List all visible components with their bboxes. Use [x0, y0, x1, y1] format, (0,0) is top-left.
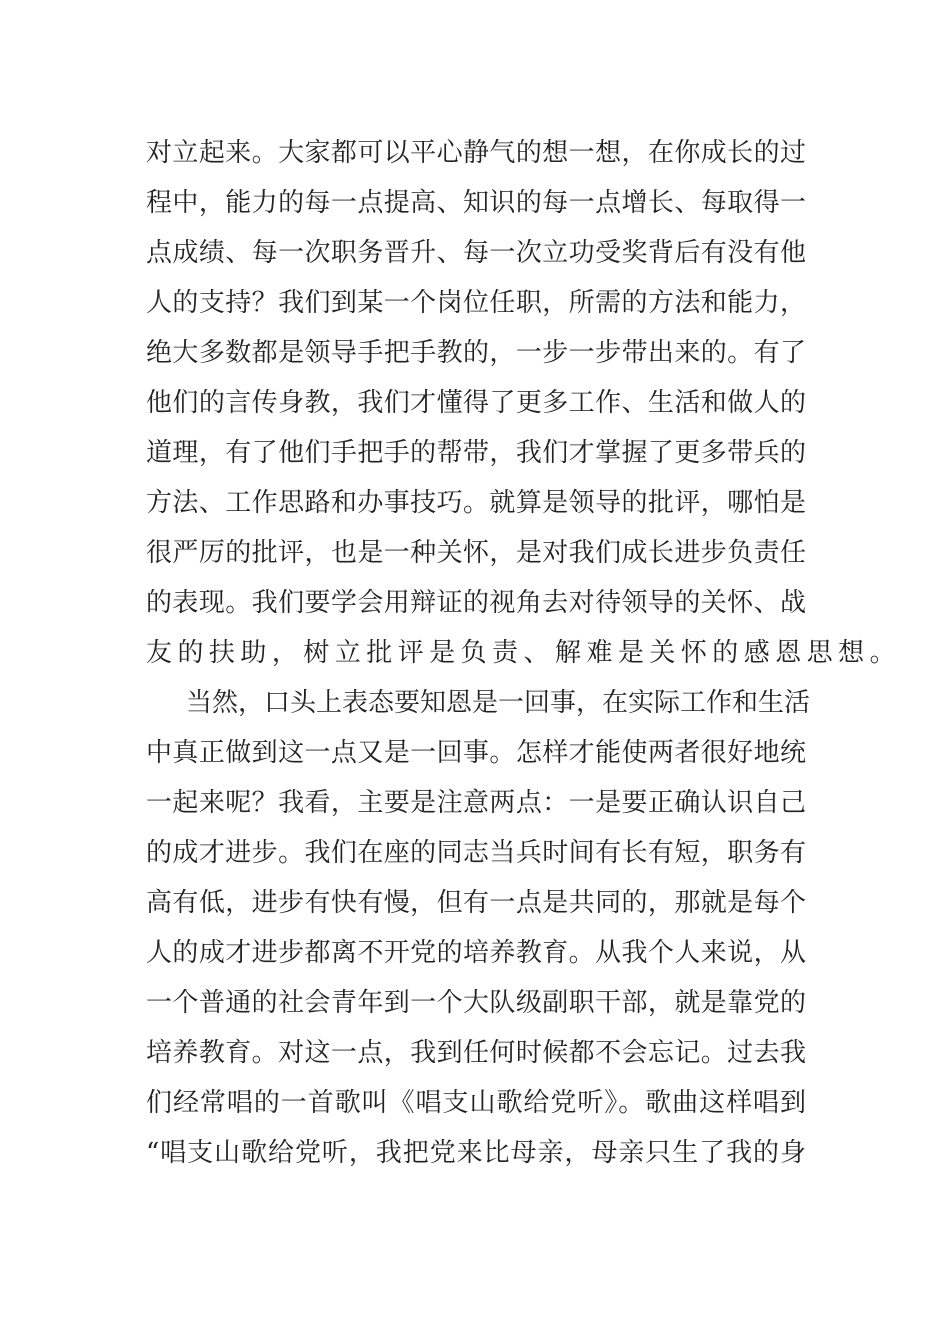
text-line: 他们的言传身教，我们才懂得了更多工作、生活和做人的	[146, 388, 806, 418]
text-line: 当然，口头上表态要知恩是一回事，在实际工作和生活	[186, 688, 811, 718]
text-line: 绝大多数都是领导手把手教的，一步一步带出来的。有了	[146, 338, 806, 368]
text-line: 们经常唱的一首歌叫《唱支山歌给党听》。歌曲这样唱到	[146, 1088, 806, 1118]
text-line: 很严厉的批评，也是一种关怀，是对我们成长进步负责任	[146, 538, 806, 568]
text-line: 方法、工作思路和办事技巧。就算是领导的批评，哪怕是	[146, 488, 806, 518]
text-line: 高有低，进步有快有慢，但有一点是共同的，那就是每个	[146, 888, 806, 918]
text-line: 道理，有了他们手把手的帮带，我们才掌握了更多带兵的	[146, 438, 806, 468]
text-line: 中真正做到这一点又是一回事。怎样才能使两者很好地统	[146, 738, 806, 768]
text-line: 一起来呢？我看，主要是注意两点：一是要正确认识自己	[146, 788, 806, 818]
text-line: “唱支山歌给党听，我把党来比母亲，母亲只生了我的身	[146, 1138, 806, 1168]
text-line: 人的支持？我们到某一个岗位任职，所需的方法和能力，	[146, 288, 806, 318]
text-line: 人的成才进步都离不开党的培养教育。从我个人来说，从	[146, 938, 806, 968]
text-line: 培养教育。对这一点，我到任何时候都不会忘记。过去我	[146, 1038, 806, 1068]
text-line: 的成才进步。我们在座的同志当兵时间有长有短，职务有	[146, 838, 806, 868]
text-line: 友的扶助，树立批评是负责、解难是关怀的感恩思想。	[146, 638, 902, 668]
text-line: 对立起来。大家都可以平心静气的想一想，在你成长的过	[146, 138, 806, 168]
text-line: 的表现。我们要学会用辩证的视角去对待领导的关怀、战	[146, 588, 806, 618]
text-line: 程中，能力的每一点提高、知识的每一点增长、每取得一	[146, 188, 806, 218]
text-line: 点成绩、每一次职务晋升、每一次立功受奖背后有没有他	[146, 238, 806, 268]
text-line: 一个普通的社会青年到一个大队级副职干部，就是靠党的	[146, 988, 806, 1018]
